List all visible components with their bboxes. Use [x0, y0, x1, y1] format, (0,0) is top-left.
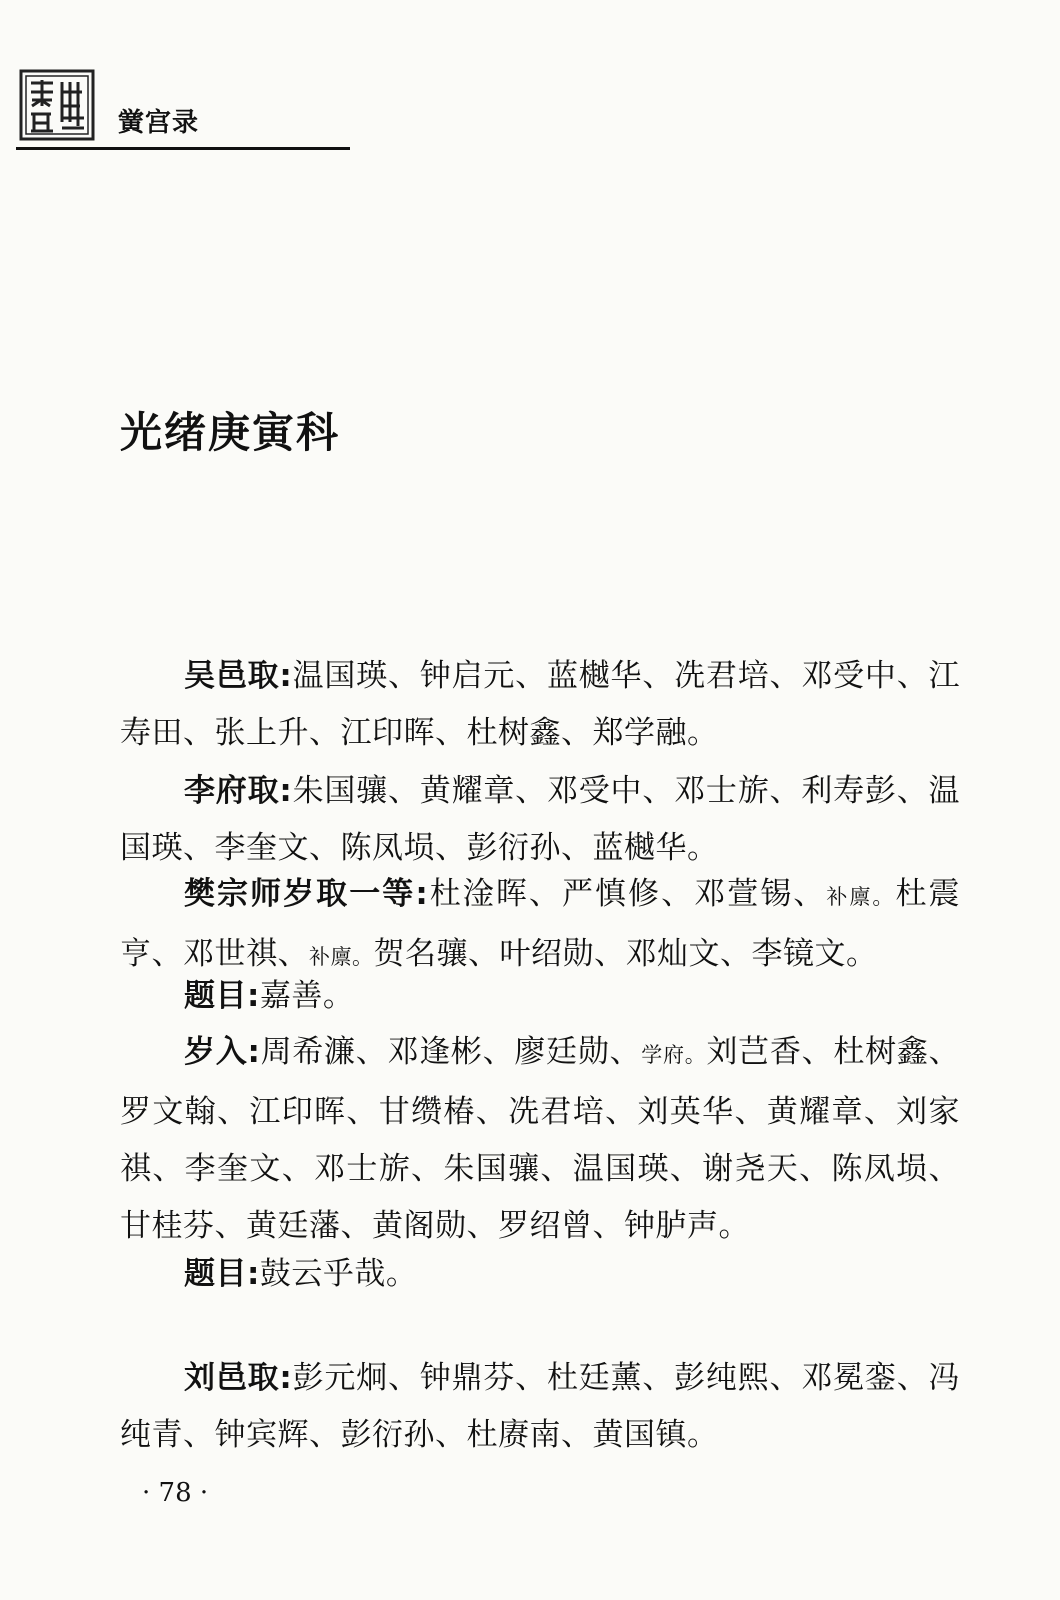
paragraph-label: 李府取: [184, 773, 293, 809]
paragraph-note: 补廪。 [309, 945, 374, 969]
paragraph-label: 题目: [184, 1256, 260, 1292]
paragraph-text: 杜淦晖、严慎修、邓萱锡、 [428, 876, 827, 912]
paragraph-liu [120, 1350, 960, 1464]
paragraph-text: 周希濂、邓逢彬、廖廷勋、 [260, 1034, 642, 1070]
header-title: 黉宫录 [118, 108, 200, 138]
paragraph-text: 温国瑛、钟启元、蓝樾华、冼君培、邓受中、江寿田、张上升、江印晖、杜树鑫、郑学融。 [120, 658, 961, 751]
paragraph-label: 刘邑取: [184, 1360, 293, 1396]
header-rule [16, 147, 350, 150]
paragraph-topic-1 [120, 968, 960, 1025]
paragraph-suiru [120, 1024, 960, 1255]
paragraph-note: 学府。 [641, 1043, 707, 1067]
paragraph-text: 刘芑香、杜树鑫、罗文翰、江印晖、甘缵椿、冼君培、刘英华、黄耀章、刘家祺、李奎文、邓士旂、朱国骧、温国瑛、谢尧天、陈凤埙、甘桂芬、黄廷藩、黄阁勋、罗绍曾、钟胪声。 [120, 1034, 961, 1244]
paragraph-text: 嘉善。 [259, 978, 355, 1014]
paragraph-label: 樊宗师岁取一等: [184, 876, 429, 912]
paragraph-text: 杜震亨、邓世祺、 [120, 876, 960, 972]
paragraph-label: 吴邑取: [184, 658, 293, 694]
paragraph-text: 朱国骧、黄耀章、邓受中、邓士旂、利寿彭、温国瑛、李奎文、陈凤埙、彭衍孙、蓝樾华。 [120, 773, 961, 866]
page-number: · 78 · [142, 1478, 209, 1508]
paragraph-label: 岁入: [184, 1034, 261, 1070]
paragraph-text: 贺名骧、叶绍勋、邓灿文、李镜文。 [373, 936, 878, 972]
paragraph-text: 彭元炯、钟鼎芬、杜廷薰、彭纯熙、邓冕銮、冯纯青、钟宾辉、彭衍孙、杜赓南、黄国镇。 [120, 1360, 961, 1453]
paragraph-label: 题目: [184, 978, 260, 1014]
paragraph-li [120, 763, 960, 877]
paragraph-topic-2 [120, 1246, 960, 1303]
paragraph-text: 鼓云乎哉。 [259, 1256, 418, 1292]
seal-logo [18, 68, 96, 142]
section-title: 光绪庚寅科 [120, 408, 341, 457]
paragraph-note: 补廪。 [826, 885, 896, 909]
paragraph-wu [120, 648, 960, 762]
